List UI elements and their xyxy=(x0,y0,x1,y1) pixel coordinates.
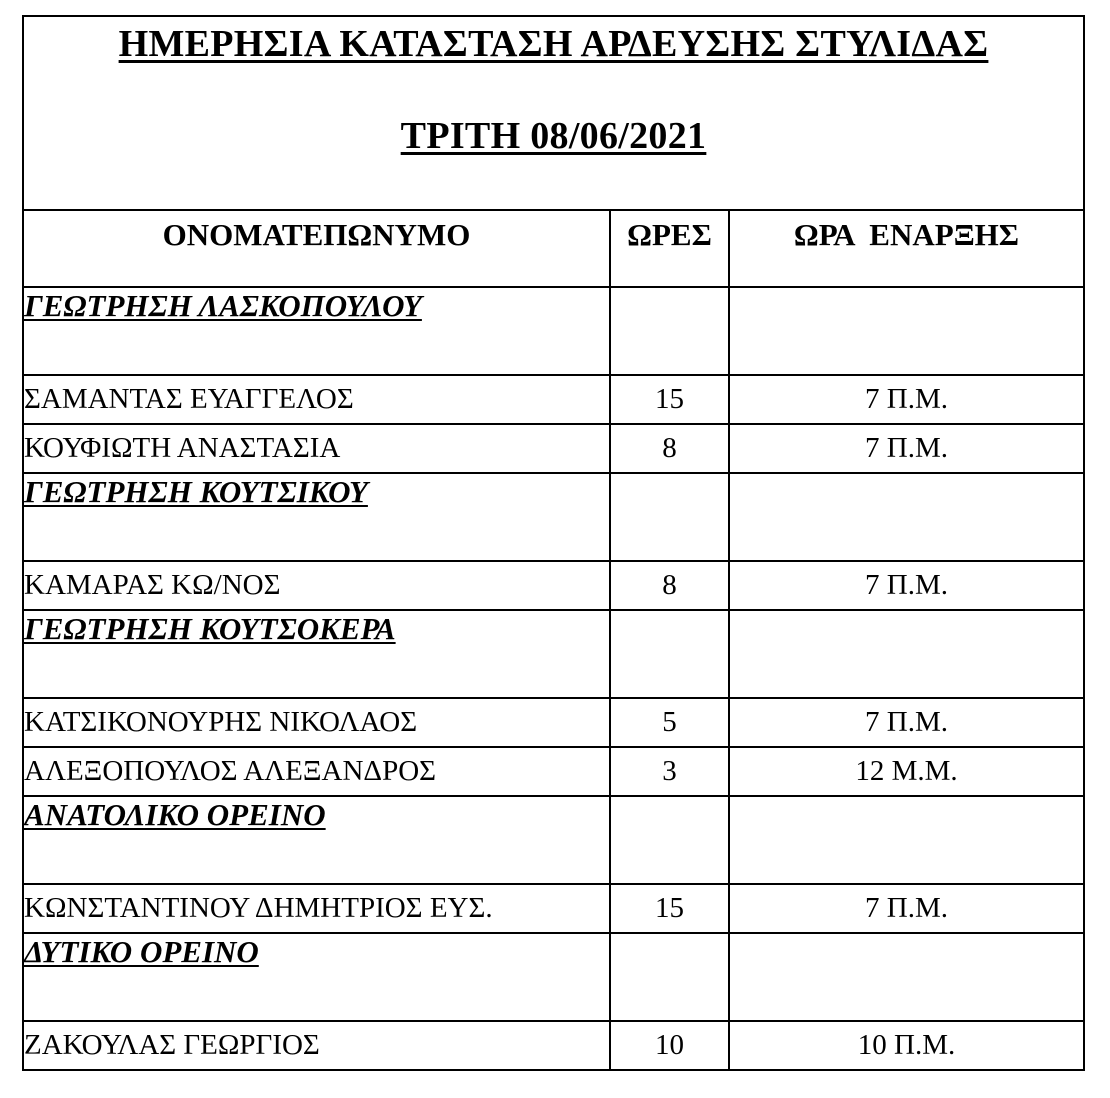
header-start-time: ΩΡΑ ΕΝΑΡΞΗΣ xyxy=(729,210,1084,287)
person-start-time: 7 Π.Μ. xyxy=(729,884,1084,933)
document-date: ΤΡΙΤΗ 08/06/2021 xyxy=(400,115,707,157)
group-name: ΑΝΑΤΟΛΙΚΟ ΟΡΕΙΝΟ xyxy=(23,796,610,884)
group-hours-cell xyxy=(610,796,729,884)
group-start-cell xyxy=(729,287,1084,375)
group-start-cell xyxy=(729,473,1084,561)
group-name: ΓΕΩΤΡΗΣΗ ΚΟΥΤΣΙΚΟΥ xyxy=(23,473,610,561)
person-name: ΚΩΝΣΤΑΝΤΙΝΟΥ ΔΗΜΗΤΡΙΟΣ ΕΥΣ. xyxy=(23,884,610,933)
group-start-cell xyxy=(729,610,1084,698)
person-start-time: 7 Π.Μ. xyxy=(729,375,1084,424)
table-row xyxy=(23,884,1084,933)
irrigation-schedule-table xyxy=(22,15,1085,1071)
table-row xyxy=(23,561,1084,610)
header-hours: ΩΡΕΣ xyxy=(610,210,729,287)
person-name: ΣΑΜΑΝΤΑΣ ΕΥΑΓΓΕΛΟΣ xyxy=(23,375,610,424)
group-name: ΓΕΩΤΡΗΣΗ ΛΑΣΚΟΠΟΥΛΟΥ xyxy=(23,287,610,375)
group-hours-cell xyxy=(610,933,729,1021)
person-name: ΚΑΤΣΙΚΟΝΟΥΡΗΣ ΝΙΚΟΛΑΟΣ xyxy=(23,698,610,747)
document-title: ΗΜΕΡΗΣΙΑ ΚΑΤΑΣΤΑΣΗ ΑΡΔΕΥΣΗΣ ΣΤΥΛΙΔΑΣ xyxy=(118,23,989,65)
group-row xyxy=(23,473,1084,561)
person-hours: 5 xyxy=(610,698,729,747)
person-hours: 3 xyxy=(610,747,729,796)
person-name: ΚΟΥΦΙΩΤΗ ΑΝΑΣΤΑΣΙΑ xyxy=(23,424,610,473)
table-row xyxy=(23,424,1084,473)
person-name: ΑΛΕΞΟΠΟΥΛΟΣ ΑΛΕΞΑΝΔΡΟΣ xyxy=(23,747,610,796)
group-name: ΔΥΤΙΚΟ ΟΡΕΙΝΟ xyxy=(23,933,610,1021)
person-hours: 15 xyxy=(610,884,729,933)
person-start-time: 12 Μ.Μ. xyxy=(729,747,1084,796)
table-row xyxy=(23,1021,1084,1070)
table-row xyxy=(23,747,1084,796)
person-start-time: 7 Π.Μ. xyxy=(729,698,1084,747)
group-row xyxy=(23,933,1084,1021)
group-hours-cell xyxy=(610,473,729,561)
group-start-cell xyxy=(729,796,1084,884)
group-name: ΓΕΩΤΡΗΣΗ ΚΟΥΤΣΟΚΕΡΑ xyxy=(23,610,610,698)
person-name: ΚΑΜΑΡΑΣ ΚΩ/ΝΟΣ xyxy=(23,561,610,610)
group-hours-cell xyxy=(610,287,729,375)
person-hours: 8 xyxy=(610,561,729,610)
person-start-time: 10 Π.Μ. xyxy=(729,1021,1084,1070)
person-hours: 10 xyxy=(610,1021,729,1070)
person-hours: 8 xyxy=(610,424,729,473)
group-row xyxy=(23,287,1084,375)
person-hours: 15 xyxy=(610,375,729,424)
person-start-time: 7 Π.Μ. xyxy=(729,561,1084,610)
group-row xyxy=(23,610,1084,698)
title-row xyxy=(23,16,1084,210)
group-hours-cell xyxy=(610,610,729,698)
header-name: ΟΝΟΜΑΤΕΠΩΝΥΜΟ xyxy=(23,210,610,287)
title-cell xyxy=(23,16,1084,210)
table-row xyxy=(23,375,1084,424)
person-name: ΖΑΚΟΥΛΑΣ ΓΕΩΡΓΙΟΣ xyxy=(23,1021,610,1070)
group-row xyxy=(23,796,1084,884)
group-start-cell xyxy=(729,933,1084,1021)
person-start-time: 7 Π.Μ. xyxy=(729,424,1084,473)
table-row xyxy=(23,698,1084,747)
header-row xyxy=(23,210,1084,287)
